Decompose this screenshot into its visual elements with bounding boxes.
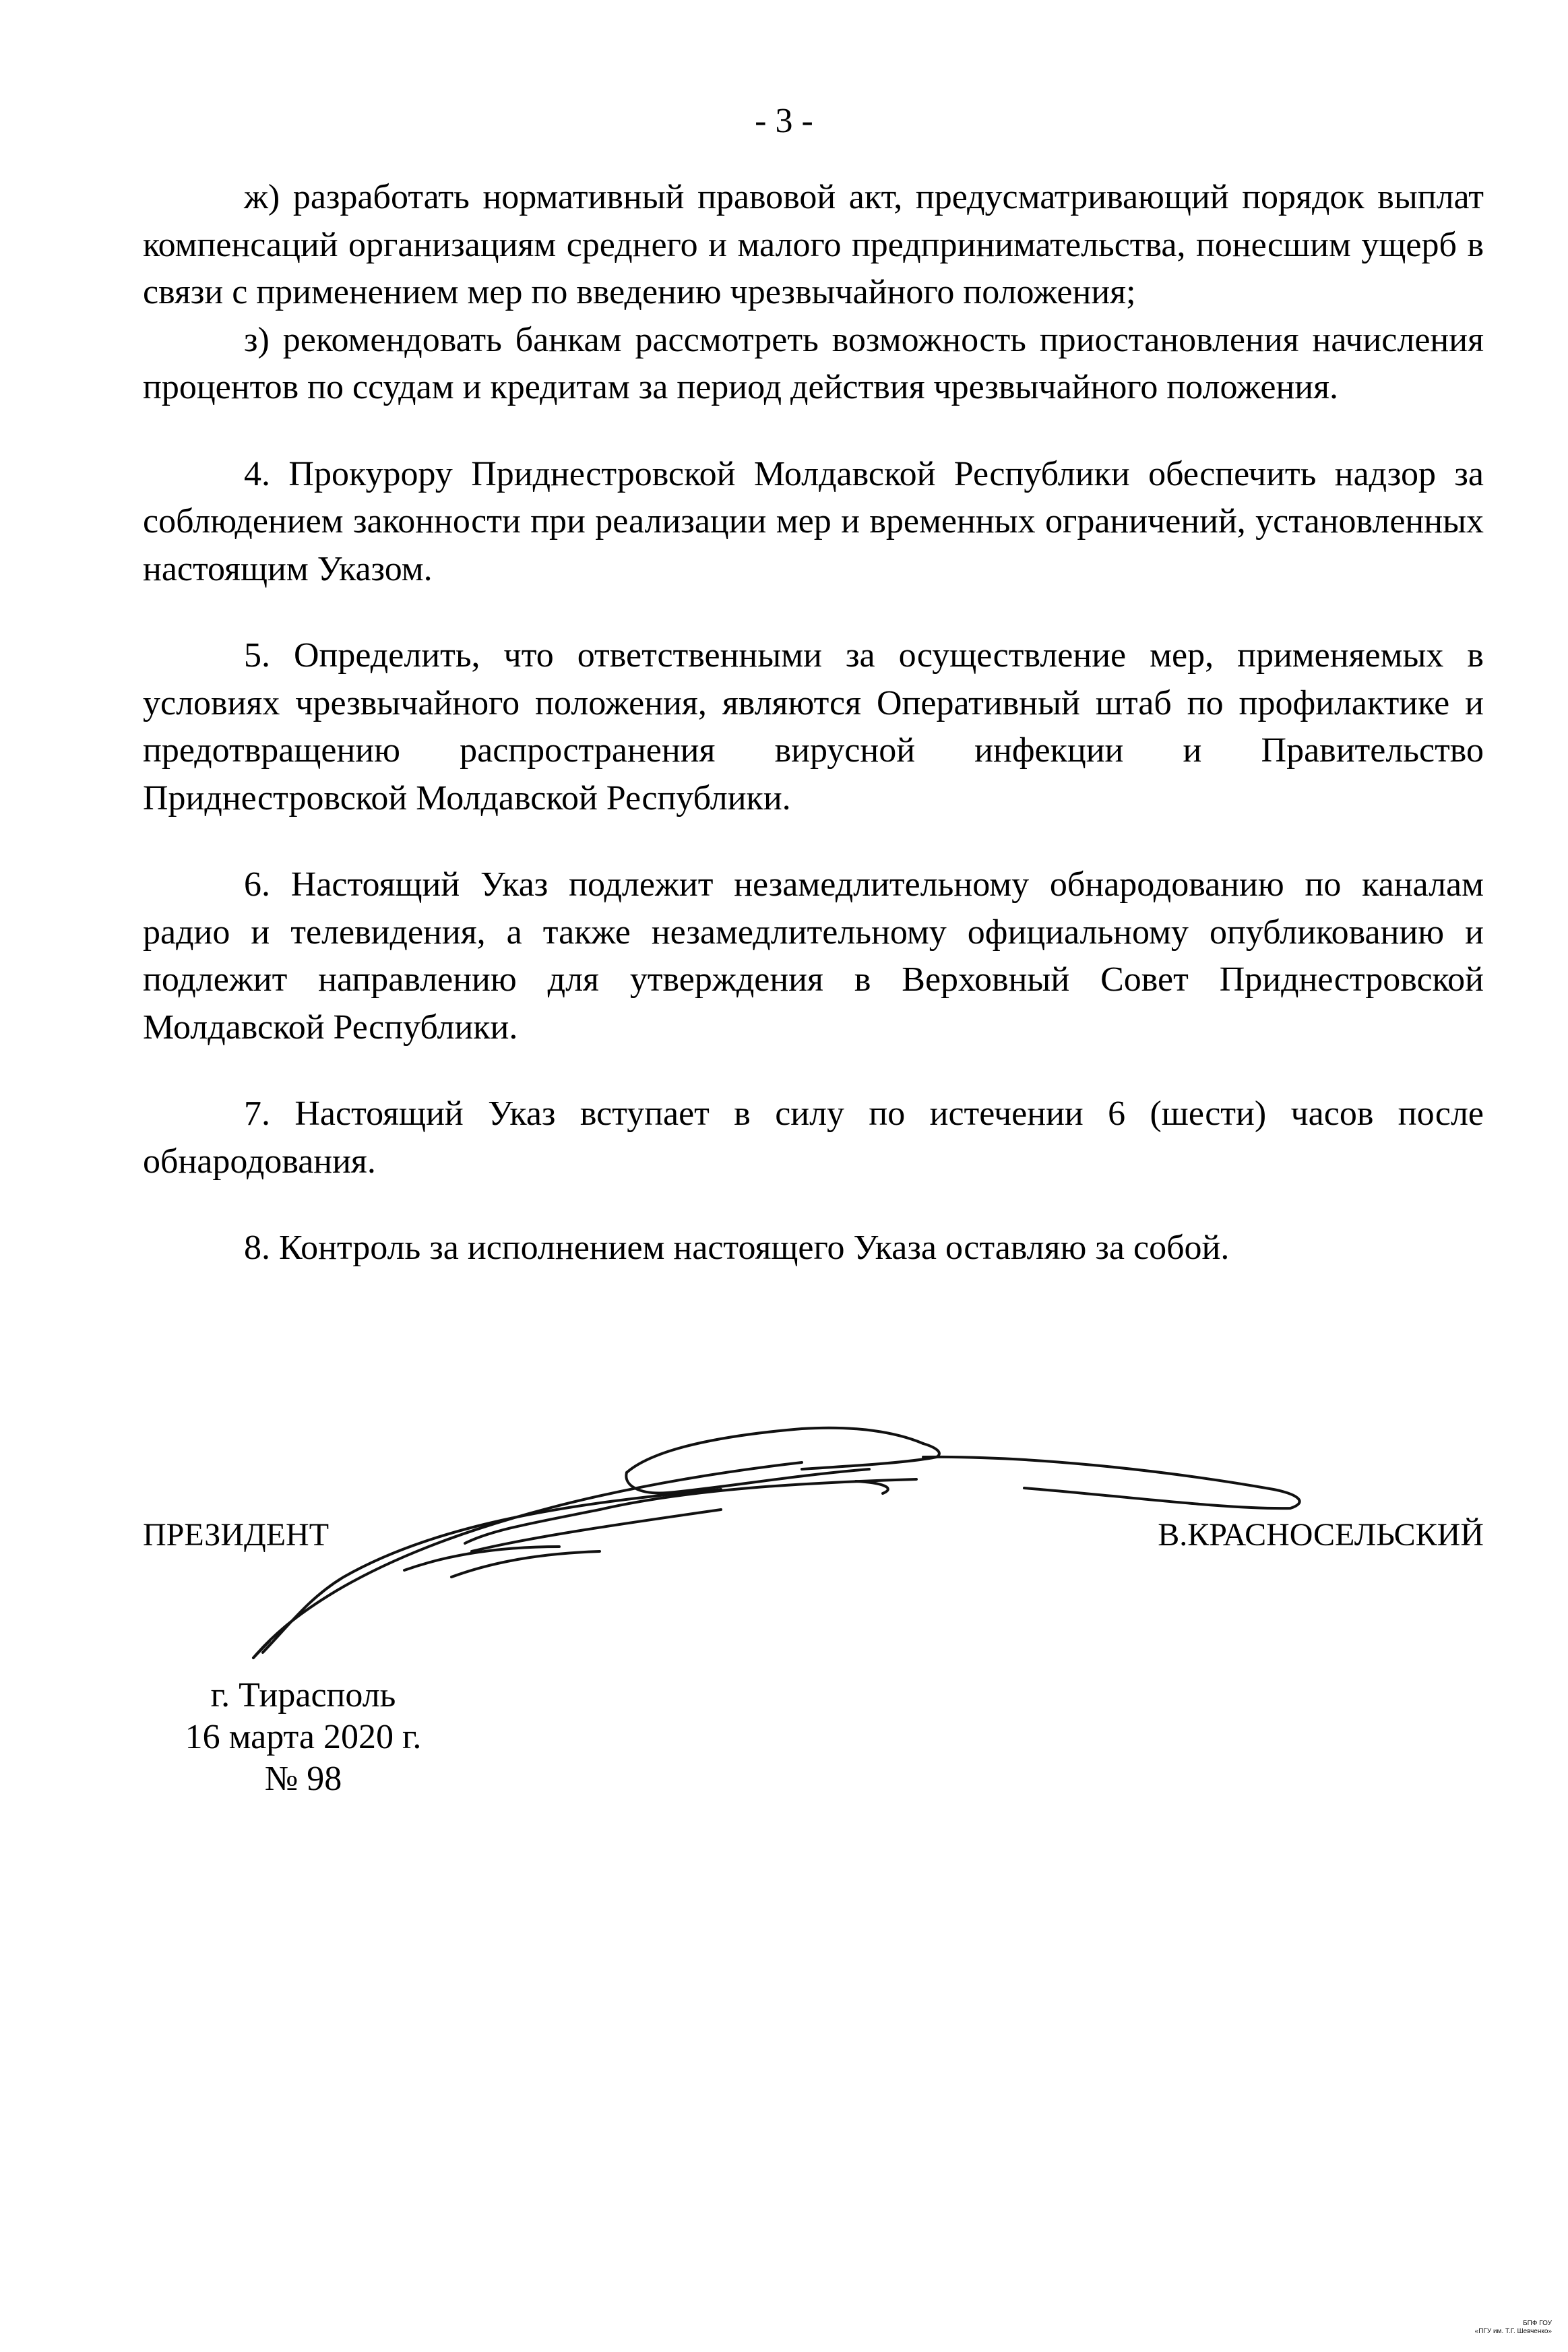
- decree-number: № 98: [264, 1760, 342, 1798]
- paragraph-5: 5. Определить, что ответственными за осуществление мер, применяемых в условиях чрезвычайного положения, являются Оперативный штаб по профилактике и предотвращению распространения вирусной инфекции и Правительство Приднестровской Молдавской Республики.: [143, 636, 1484, 817]
- paragraph-4: 4. Прокурору Приднестровской Молдавской Республики обеспечить надзор за соблюдением законности при реализации мер и временных ограничений, установленных настоящим Указом.: [143, 454, 1484, 588]
- library-stamp-line1: БПФ ГОУ: [1523, 2320, 1552, 2327]
- paragraph-6: 6. Настоящий Указ подлежит незамедлительному обнародованию по каналам радио и телевидения, а также незамедлительному официальному опубликованию и подлежит направлению для утверждения в Верховный Совет Приднестровской Молдавской Республики.: [143, 865, 1484, 1047]
- paragraph-8: 8. Контроль за исполнением настоящего Указа оставляю за собой.: [244, 1229, 1230, 1267]
- library-stamp: [1451, 2320, 1552, 2336]
- place-date-number: [168, 1675, 438, 1800]
- library-stamp-line2: «ПГУ им. Т.Г. Шевченко»: [1474, 2328, 1552, 2335]
- date: 16 марта 2020 г.: [185, 1718, 422, 1756]
- handwritten-signature: [249, 1409, 1327, 1678]
- page-number: - 3 -: [755, 102, 813, 140]
- decree-body: [143, 174, 1484, 1272]
- paragraph-zh: ж) разработать нормативный правовой акт, предусматривающий порядок выплат компенсаций организациям среднего и малого предпринимательства, понесшим ущерб в связи с применением мер по введению чрезвычайного положения;: [143, 178, 1484, 311]
- signatory-name: В.КРАСНОСЕЛЬСКИЙ: [1158, 1517, 1484, 1553]
- paragraph-7: 7. Настоящий Указ вступает в силу по истечении 6 (шести) часов после обнародования.: [143, 1094, 1484, 1181]
- signatory-title: ПРЕЗИДЕНТ: [143, 1517, 330, 1553]
- city: г. Тирасполь: [210, 1676, 396, 1714]
- paragraph-z: з) рекомендовать банкам рассмотреть возможность приостановления начисления процентов по ссудам и кредитам за период действия чрезвычайного положения.: [143, 320, 1484, 406]
